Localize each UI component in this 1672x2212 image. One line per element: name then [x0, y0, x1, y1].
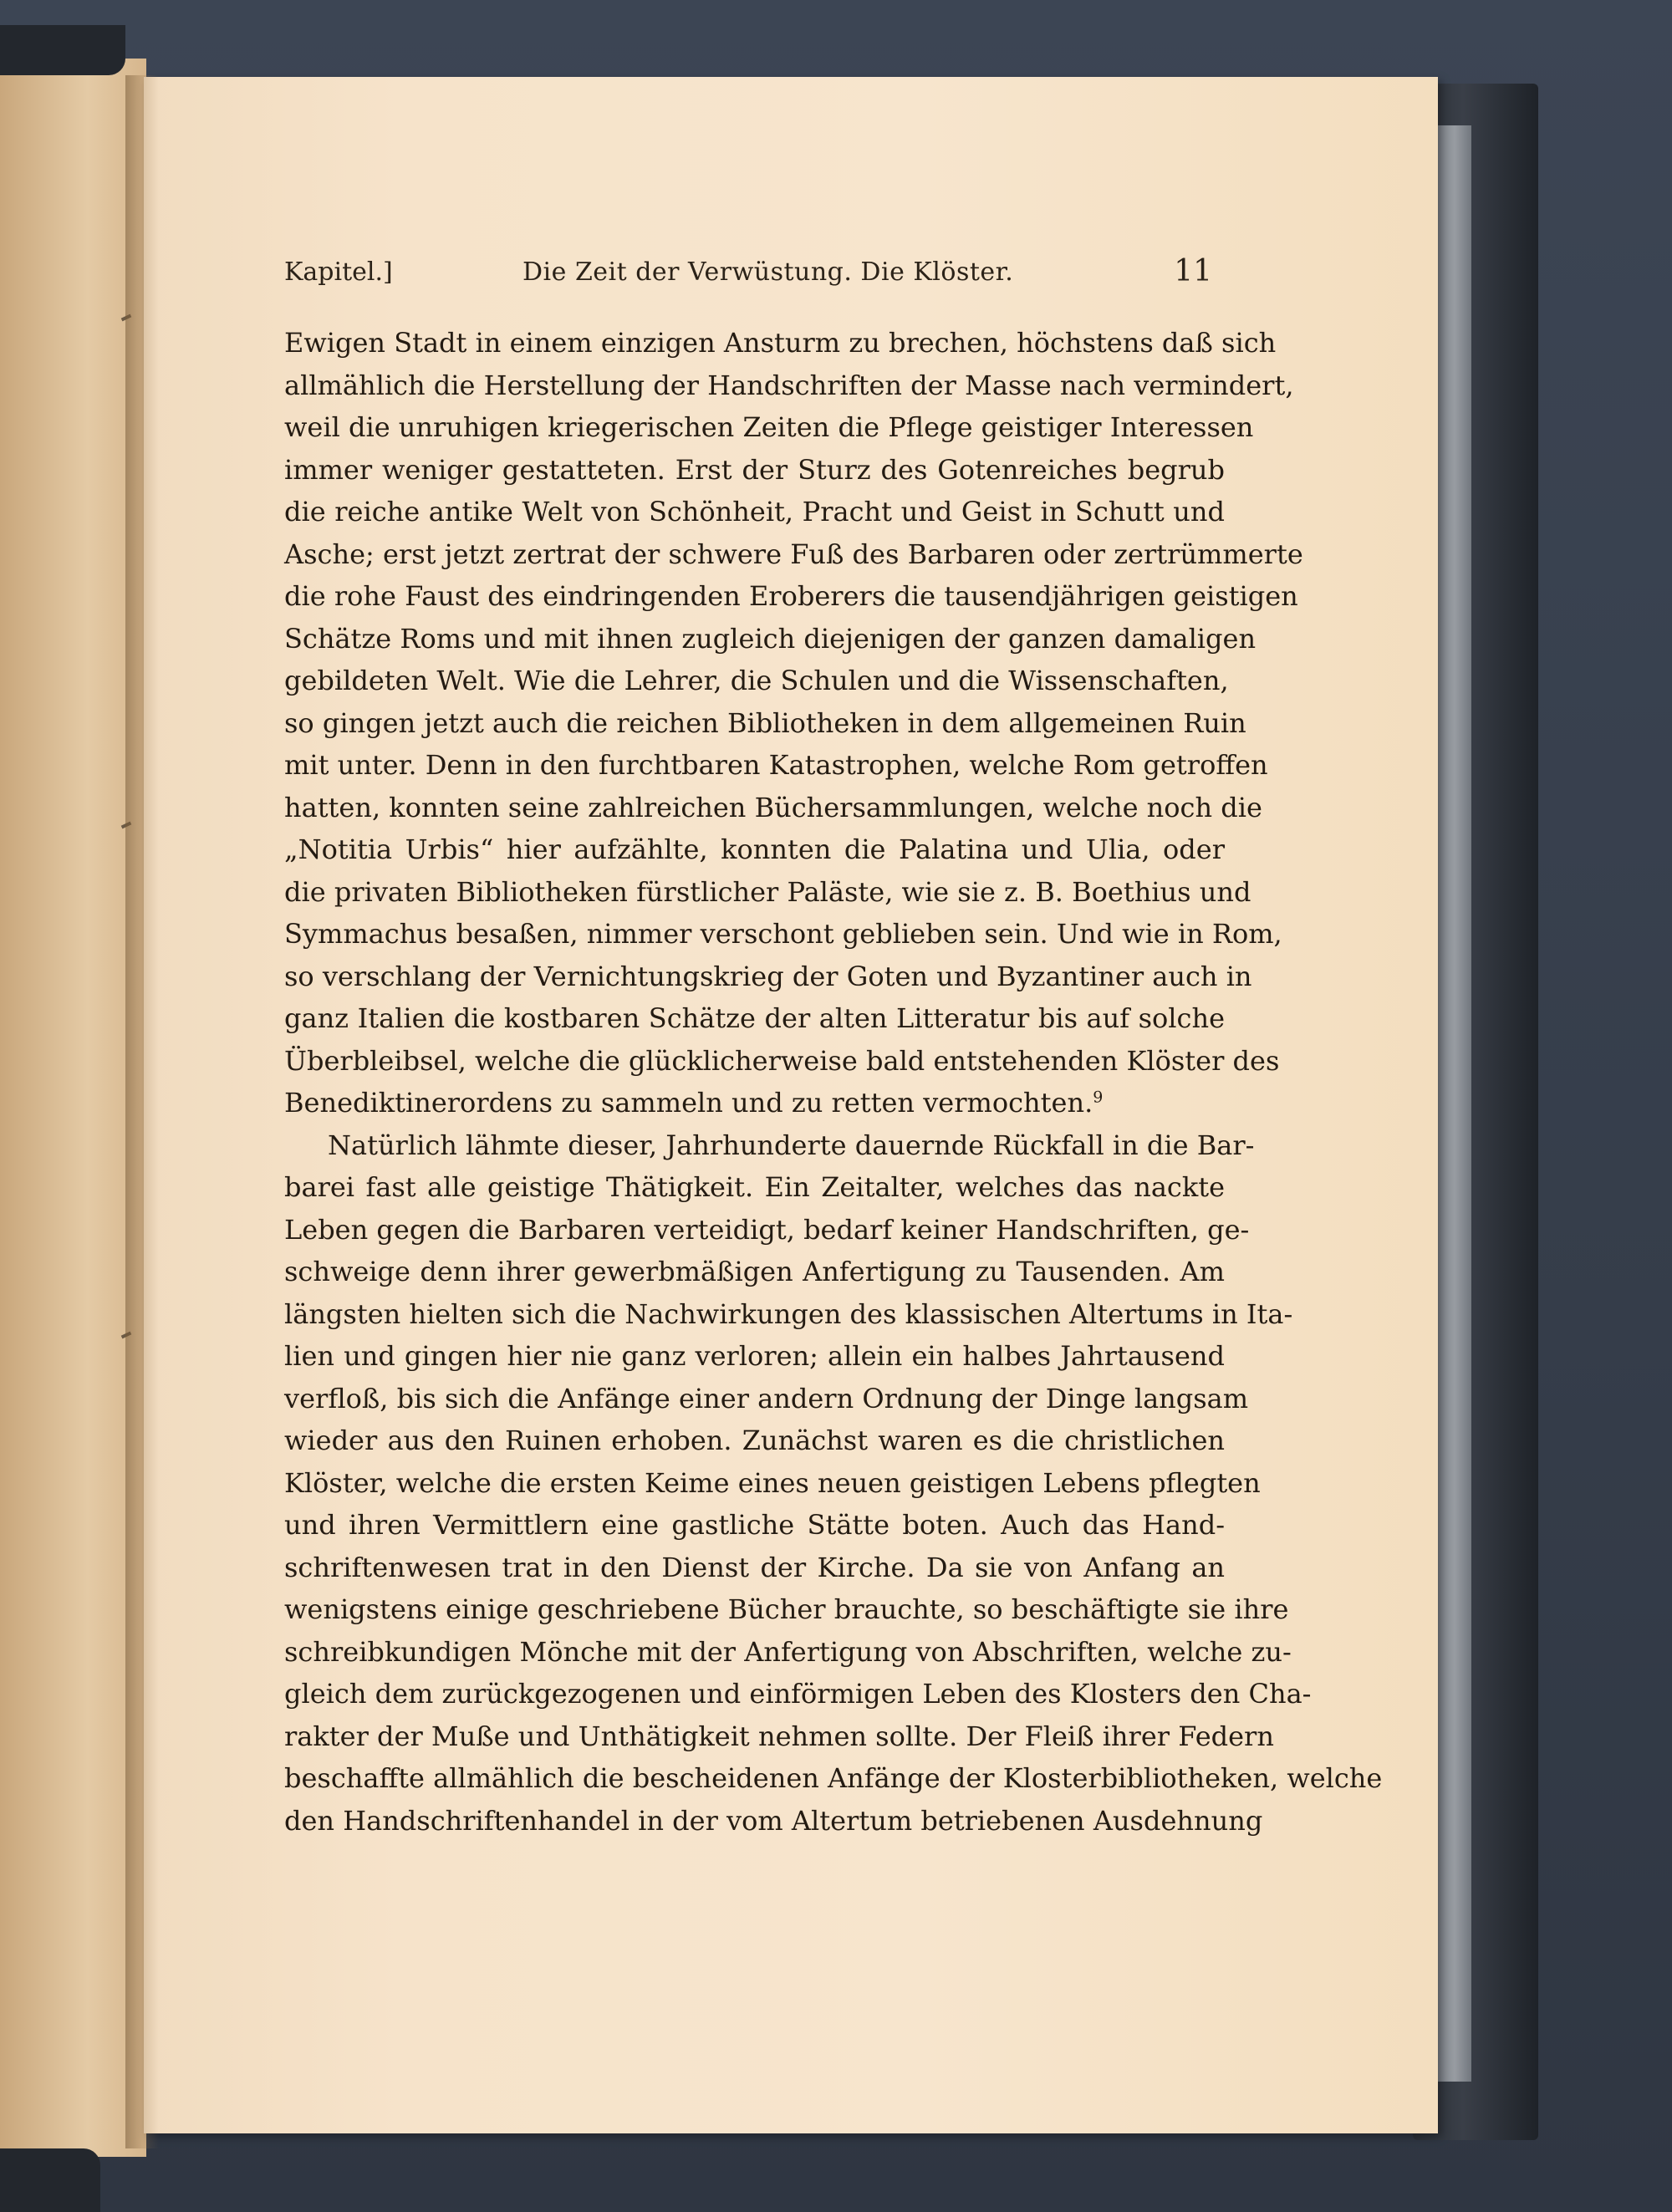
text-line: schweige denn ihrer gewerbmäßigen Anfertigung zu Tausenden. Am — [284, 1256, 1225, 1287]
text-line: Schätze Roms und mit ihnen zugleich diejenigen der ganzen damaligen — [284, 622, 1257, 655]
text-line: lien und gingen hier nie ganz verloren; allein ein halbes Jahrtausend — [284, 1340, 1225, 1372]
text-line: Überbleibsel, welche die glücklicherweise bald entstehenden Klöster des — [284, 1044, 1280, 1077]
running-head-title: Die Zeit der Verwüstung. Die Klöster. — [522, 257, 1014, 287]
text-line: verfloß, bis sich die Anfänge einer andern Ordnung der Dinge langsam — [284, 1382, 1249, 1414]
text-line: so verschlang der Vernichtungskrieg der Goten und Byzantiner auch in — [284, 960, 1252, 992]
facing-page-left — [0, 59, 146, 2157]
text-line-paragraph-end — [284, 1082, 1225, 1124]
text-line: beschaffte allmählich die bescheidenen Anfänge der Klosterbibliotheken, welche — [284, 1762, 1383, 1794]
page-body-text — [284, 322, 1383, 1842]
text-line: gleich dem zurückgezogenen und einförmigen Leben des Klosters den Cha- — [284, 1678, 1312, 1710]
text-line: rakter der Muße und Unthätigkeit nehmen sollte. Der Fleiß ihrer Federn — [284, 1720, 1274, 1752]
text-line-content: Benediktinerordens zu sammeln und zu retten vermochten. — [284, 1087, 1093, 1119]
page-gutter-shadow — [125, 75, 159, 2148]
text-line: barei fast alle geistige Thätigkeit. Ein Zeitalter, welches das nackte — [284, 1171, 1225, 1203]
text-line: und ihren Vermittlern eine gastliche Stätte boten. Auch das Hand- — [284, 1509, 1225, 1541]
text-line: allmählich die Herstellung der Handschriften der Masse nach vermindert, — [284, 369, 1294, 401]
text-line: mit unter. Denn in den furchtbaren Katastrophen, welche Rom getroffen — [284, 749, 1268, 781]
text-line: wieder aus den Ruinen erhoben. Zunächst waren es die christlichen — [284, 1425, 1225, 1456]
running-head-chapter: Kapitel.] — [284, 257, 393, 287]
book-page-edges — [1438, 125, 1471, 2082]
text-line: schriftenwesen trat in den Dienst der Kirche. Da sie von Anfang an — [284, 1551, 1225, 1583]
text-line: den Handschriftenhandel in der vom Altertum betriebenen Ausdehnung — [284, 1804, 1263, 1837]
text-line: Klöster, welche die ersten Keime eines neuen geistigen Lebens pflegten — [284, 1466, 1261, 1499]
text-line: schreibkundigen Mönche mit der Anfertigung von Abschriften, welche zu- — [284, 1635, 1292, 1668]
text-line: Asche; erst jetzt zertrat der schwere Fuß des Barbaren oder zertrümmerte — [284, 538, 1303, 570]
text-line: wenigstens einige geschriebene Bücher brauchte, so beschäftigte sie ihre — [284, 1593, 1289, 1625]
text-line: die reiche antike Welt von Schönheit, Pracht und Geist in Schutt und — [284, 496, 1225, 528]
text-line: ganz Italien die kostbaren Schätze der alten Litteratur bis auf solche — [284, 1002, 1225, 1034]
book-cover-left-top — [0, 25, 125, 75]
footnote-marker: 9 — [1093, 1088, 1104, 1107]
text-line: immer weniger gestatteten. Erst der Sturz des Gotenreiches begrub — [284, 453, 1225, 486]
text-line: längsten hielten sich die Nachwirkungen des klassischen Altertums in Ita- — [284, 1297, 1293, 1330]
text-line: Ewigen Stadt in einem einzigen Ansturm zu brechen, höchstens daß sich — [284, 327, 1277, 359]
text-line-paragraph-start: Natürlich lähmte dieser, Jahrhunderte dauernde Rückfall in die Bar- — [328, 1129, 1255, 1161]
text-line: hatten, konnten seine zahlreichen Büchersammlungen, welche noch die — [284, 791, 1262, 823]
text-line: Leben gegen die Barbaren verteidigt, bedarf keiner Handschriften, ge- — [284, 1213, 1250, 1246]
text-line: so gingen jetzt auch die reichen Bibliotheken in dem allgemeinen Ruin — [284, 706, 1246, 739]
text-line: weil die unruhigen kriegerischen Zeiten die Pflege geistiger Interessen — [284, 411, 1254, 443]
book-cover-left-bottom — [0, 2148, 100, 2212]
page-number: 11 — [1174, 254, 1212, 288]
text-line: die rohe Faust des eindringenden Eroberers die tausendjährigen geistigen — [284, 580, 1298, 612]
text-line: Symmachus besaßen, nimmer verschont geblieben sein. Und wie in Rom, — [284, 918, 1282, 950]
text-line: „Notitia Urbis“ hier aufzählte, konnten die Palatina und Ulia, oder — [284, 833, 1225, 865]
text-line: gebildeten Welt. Wie die Lehrer, die Schulen und die Wissenschaften, — [284, 665, 1229, 696]
text-line: die privaten Bibliotheken fürstlicher Paläste, wie sie z. B. Boethius und — [284, 875, 1251, 908]
running-head — [284, 254, 1212, 294]
